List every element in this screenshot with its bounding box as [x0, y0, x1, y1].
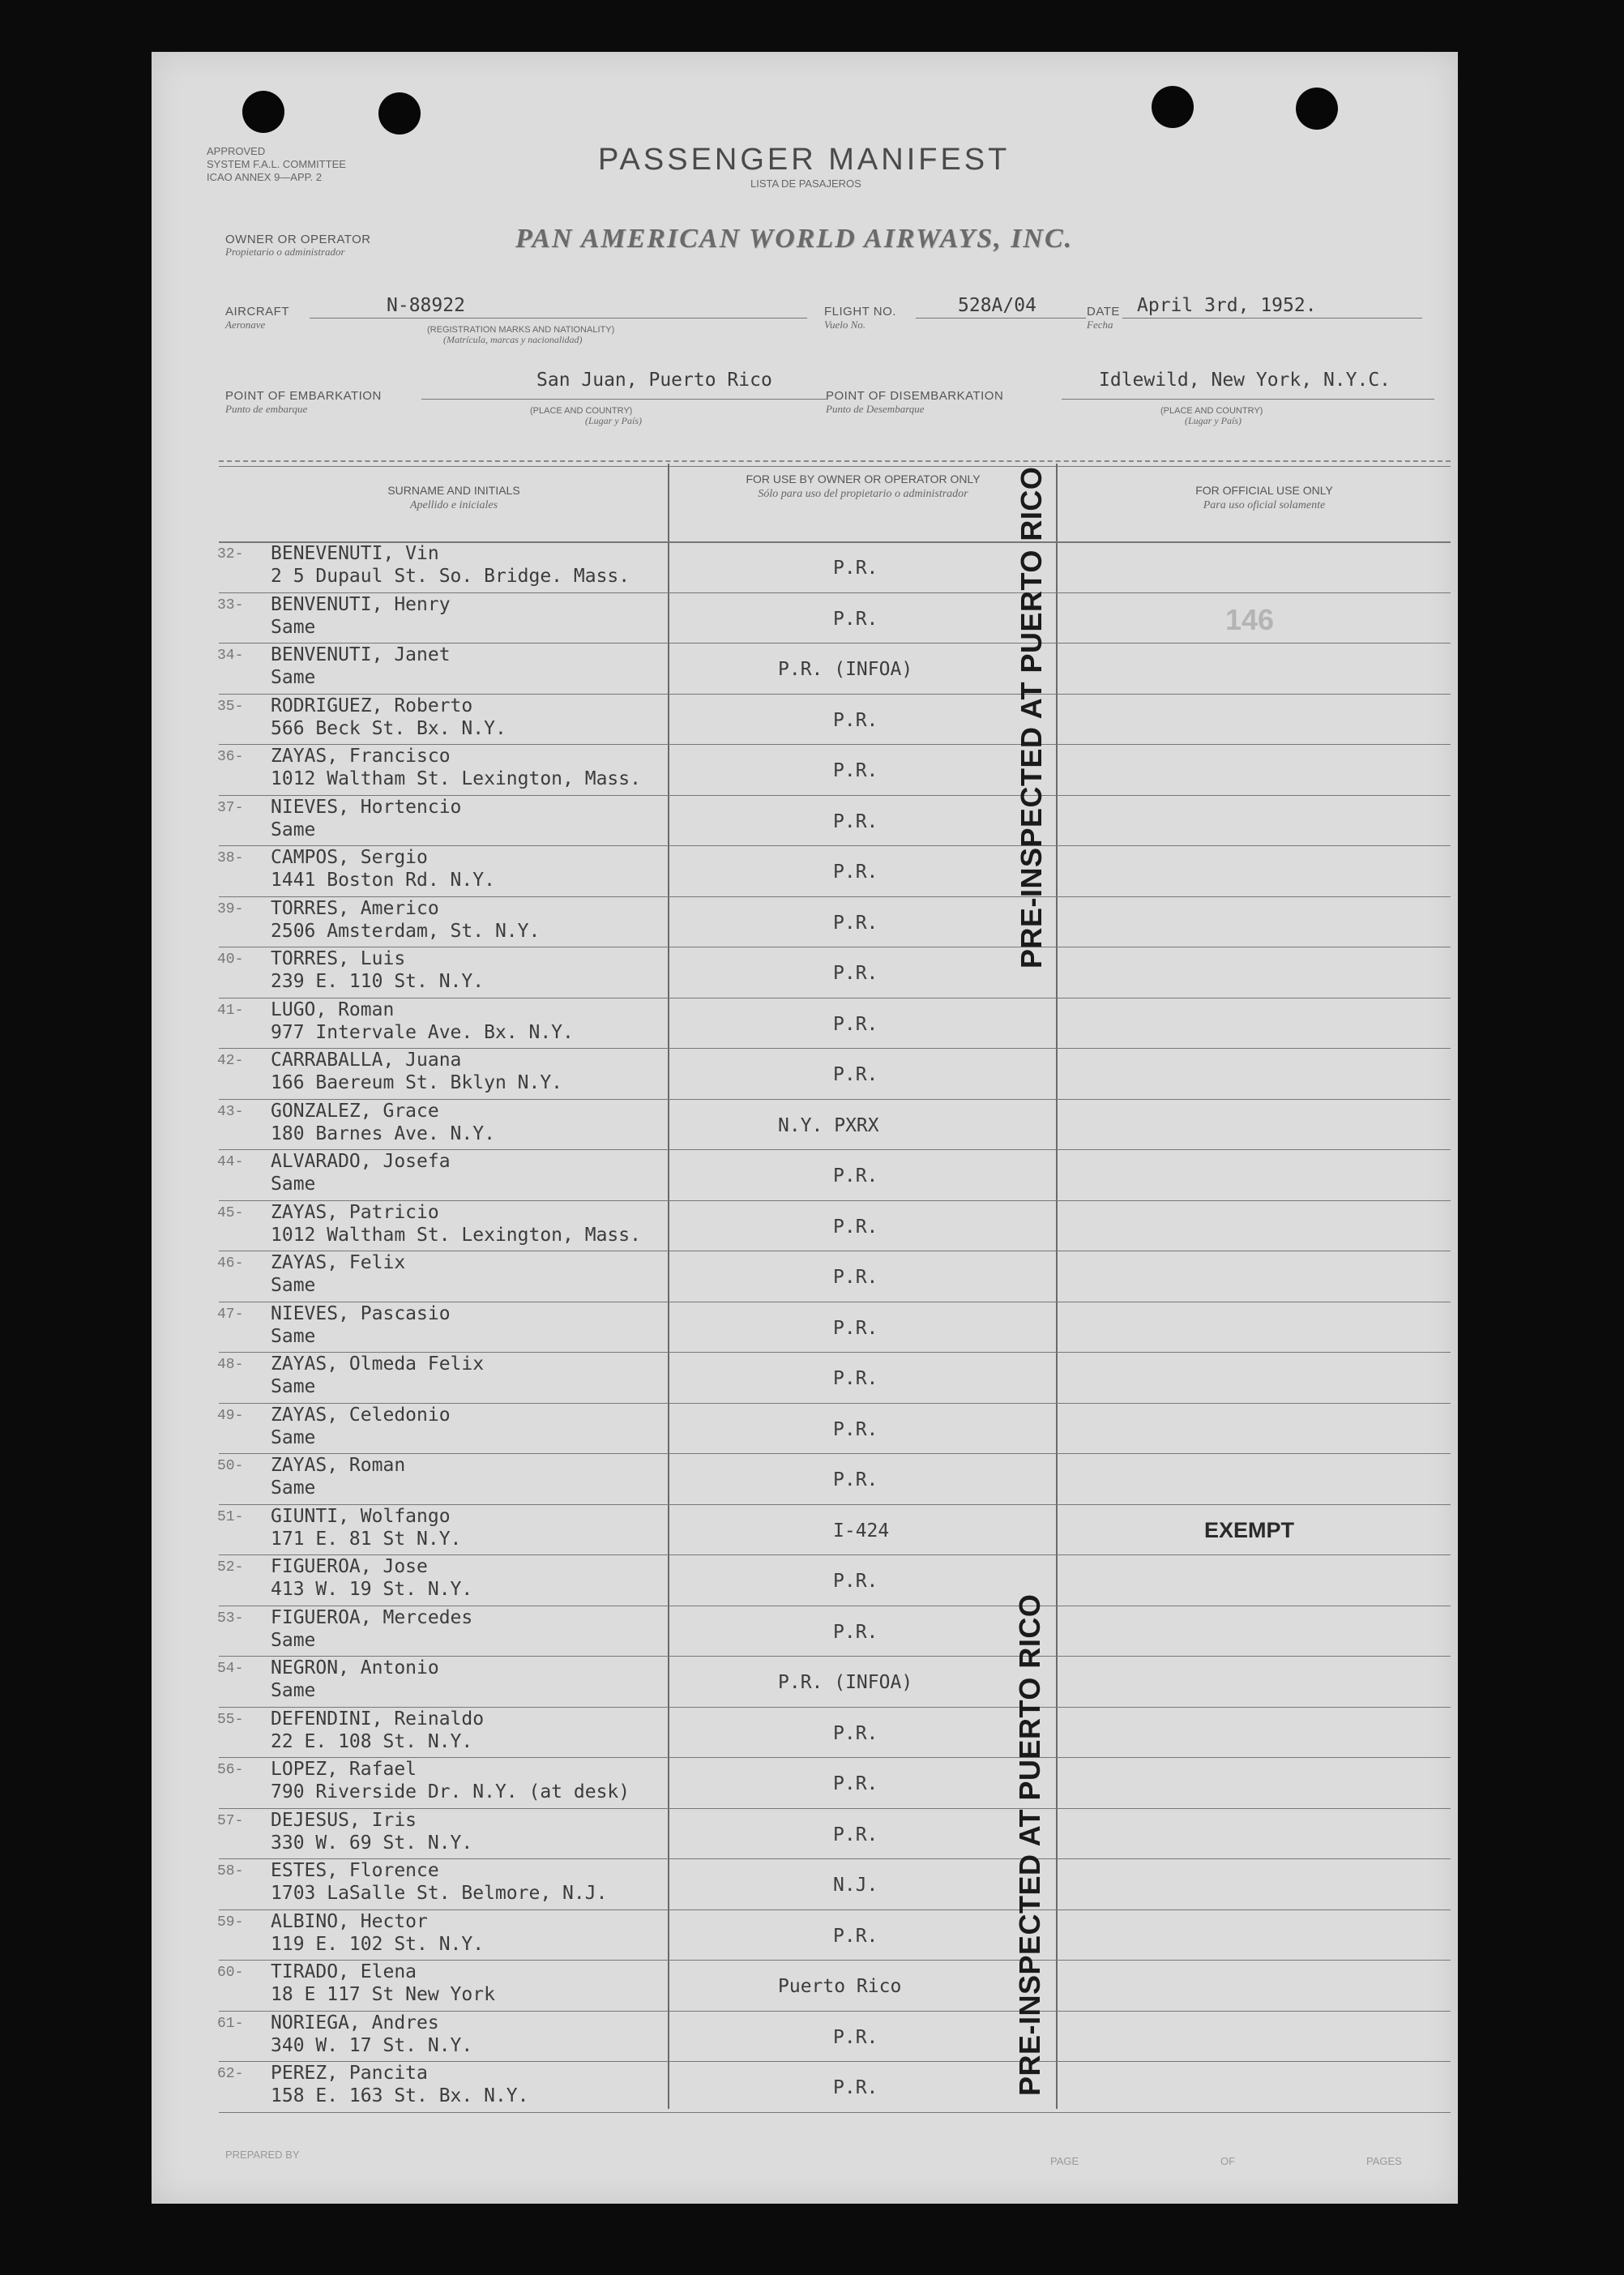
owner-note: P.R. (INFOA) [778, 659, 913, 680]
owner-note: N.Y. PXRX [778, 1115, 879, 1136]
passenger-address: Same [271, 667, 316, 688]
owner-note: P.R. [833, 2077, 878, 2098]
owner-note: P.R. [833, 1267, 878, 1288]
disembarkation-value: Idlewild, New York, N.Y.C. [1099, 370, 1391, 391]
owner-note: P.R. [833, 2027, 878, 2048]
row-rule [219, 1960, 1451, 1961]
passenger-name: LUGO, Roman [271, 999, 395, 1020]
row-rule [219, 1858, 1451, 1859]
passenger-name: GIUNTI, Wolfango [271, 1506, 451, 1527]
row-number: 49- [217, 1408, 244, 1424]
row-rule [219, 1808, 1451, 1809]
passenger-name: ZAYAS, Roman [271, 1455, 406, 1476]
owner-note: P.R. [833, 1723, 878, 1744]
approval-line: APPROVED [207, 145, 266, 157]
owner-note: P.R. [833, 1165, 878, 1187]
owner-note: P.R. [833, 760, 878, 781]
passenger-name: FIGUEROA, Jose [271, 1556, 428, 1577]
passenger-name: TORRES, Luis [271, 948, 406, 969]
column-divider [668, 464, 669, 2109]
passenger-address: 119 E. 102 St. N.Y. [271, 1934, 485, 1955]
passenger-name: DEJESUS, Iris [271, 1810, 417, 1831]
owner-note: N.J. [833, 1875, 878, 1896]
row-number: 36- [217, 749, 244, 765]
date-sublabel: Fecha [1087, 319, 1113, 331]
row-number: 62- [217, 2066, 244, 2082]
flight-underline [916, 318, 1086, 319]
owner-note: P.R. [833, 1926, 878, 1947]
passenger-name: ZAYAS, Francisco [271, 746, 451, 767]
row-number: 33- [217, 597, 244, 614]
passenger-name: NIEVES, Pascasio [271, 1303, 451, 1324]
passenger-address: 1441 Boston Rd. N.Y. [271, 870, 495, 891]
owner-note: P.R. [833, 1773, 878, 1794]
passenger-address: Same [271, 1326, 316, 1347]
passenger-name: ZAYAS, Felix [271, 1252, 406, 1273]
col-head-name: SURNAME AND INITIALS Apellido e iniciales [387, 484, 520, 511]
row-rule [219, 592, 1451, 593]
row-number: 55- [217, 1712, 244, 1728]
passenger-address: Same [271, 1376, 316, 1397]
row-rule [219, 1453, 1451, 1454]
disembark-place-label: (PLACE AND COUNTRY) [1160, 406, 1263, 416]
row-number: 43- [217, 1104, 244, 1120]
passenger-name: ALBINO, Hector [271, 1911, 428, 1932]
passenger-address: 18 E 117 St New York [271, 1984, 495, 2005]
row-rule [219, 1048, 1451, 1049]
embark-place-sublabel: (Lugar y País) [585, 415, 642, 426]
passenger-address: 413 W. 19 St. N.Y. [271, 1579, 473, 1600]
passenger-name: CARRABALLA, Juana [271, 1050, 462, 1071]
approval-line: SYSTEM F.A.L. COMMITTEE [207, 158, 346, 170]
date-underline [1122, 318, 1422, 319]
passenger-name: BENVENUTI, Janet [271, 644, 451, 665]
passenger-name: BENVENUTI, Henry [271, 594, 451, 615]
passenger-name: PEREZ, Pancita [271, 2063, 428, 2084]
owner-note: P.R. [833, 862, 878, 883]
passenger-name: ALVARADO, Josefa [271, 1151, 451, 1172]
row-number: 34- [217, 648, 244, 664]
column-divider [1056, 464, 1058, 2109]
table-top-rule [219, 460, 1451, 462]
binder-hole [242, 91, 284, 133]
row-number: 35- [217, 699, 244, 715]
passenger-name: ZAYAS, Olmeda Felix [271, 1353, 485, 1375]
row-number: 61- [217, 2016, 244, 2032]
embarkation-sublabel: Punto de embarque [225, 403, 308, 415]
passenger-address: 2506 Amsterdam, St. N.Y. [271, 921, 541, 942]
disembarkation-label: POINT OF DISEMBARKATION [826, 389, 1004, 403]
row-rule [219, 896, 1451, 897]
passenger-address: 566 Beck St. Bx. N.Y. [271, 718, 506, 739]
date-value: April 3rd, 1952. [1137, 295, 1317, 316]
owner-note: P.R. [833, 1419, 878, 1440]
row-number: 41- [217, 1003, 244, 1019]
row-number: 44- [217, 1154, 244, 1170]
row-number: 53- [217, 1610, 244, 1627]
passenger-name: RODRIGUEZ, Roberto [271, 695, 473, 716]
passenger-address: 22 E. 108 St. N.Y. [271, 1731, 473, 1752]
footer-pages: PAGES [1366, 2155, 1402, 2167]
passenger-address: Same [271, 1630, 316, 1651]
row-number: 48- [217, 1357, 244, 1373]
passenger-name: TORRES, Americo [271, 898, 439, 919]
aircraft-value: N-88922 [387, 295, 465, 316]
row-number: 60- [217, 1965, 244, 1981]
disembarkation-underline [1062, 399, 1434, 400]
passenger-name: CAMPOS, Sergio [271, 847, 428, 868]
binder-hole [1152, 86, 1194, 128]
owner-note: P.R. [833, 1469, 878, 1490]
owner-note: P.R. [833, 1368, 878, 1389]
passenger-address: 1012 Waltham St. Lexington, Mass. [271, 768, 641, 789]
passenger-address: Same [271, 1275, 316, 1296]
row-rule [219, 1099, 1451, 1100]
flight-value: 528A/04 [958, 295, 1036, 316]
exempt-stamp: EXEMPT [1204, 1518, 1295, 1542]
passenger-name: BENEVENUTI, Vin [271, 543, 439, 564]
passenger-name: TIRADO, Elena [271, 1961, 417, 1982]
page-subtitle: LISTA DE PASAJEROS [750, 177, 861, 190]
row-rule [219, 1200, 1451, 1201]
footer-prepared: PREPARED BY [225, 2149, 300, 2161]
row-number: 37- [217, 800, 244, 816]
passenger-address: 2 5 Dupaul St. So. Bridge. Mass. [271, 566, 630, 587]
passenger-address: 158 E. 163 St. Bx. N.Y. [271, 2085, 529, 2106]
embarkation-value: San Juan, Puerto Rico [536, 370, 772, 391]
disembarkation-sublabel: Punto de Desembarque [826, 403, 925, 415]
passenger-name: NORIEGA, Andres [271, 2012, 439, 2033]
operator-company: PAN AMERICAN WORLD AIRWAYS, INC. [515, 224, 1074, 254]
row-rule [219, 1149, 1451, 1150]
col-head-official: FOR OFFICIAL USE ONLY Para uso oficial solamente [1195, 484, 1333, 511]
passenger-address: 239 E. 110 St. N.Y. [271, 971, 485, 992]
flight-sublabel: Vuelo No. [824, 319, 866, 331]
row-rule [219, 694, 1451, 695]
aircraft-label: AIRCRAFT [225, 305, 289, 319]
owner-note: P.R. [833, 558, 878, 579]
row-rule [219, 744, 1451, 745]
row-number: 47- [217, 1306, 244, 1323]
embarkation-underline [421, 399, 827, 400]
row-number: 38- [217, 850, 244, 866]
embark-place-label: (PLACE AND COUNTRY) [530, 406, 633, 416]
row-number: 39- [217, 901, 244, 917]
passenger-address: 166 Baereum St. Bklyn N.Y. [271, 1072, 563, 1093]
row-number: 59- [217, 1914, 244, 1931]
approval-line: ICAO ANNEX 9—APP. 2 [207, 171, 323, 183]
owner-note: Puerto Rico [778, 1976, 902, 1997]
owner-note: P.R. [833, 1622, 878, 1643]
passenger-address: 180 Barnes Ave. N.Y. [271, 1123, 495, 1144]
passenger-name: DEFENDINI, Reinaldo [271, 1708, 485, 1730]
owner-note: P.R. (INFOA) [778, 1672, 913, 1693]
owner-note: P.R. [833, 1824, 878, 1845]
row-rule [219, 1352, 1451, 1353]
passenger-address: Same [271, 819, 316, 840]
date-label: DATE [1087, 305, 1120, 319]
owner-note: P.R. [833, 1318, 878, 1339]
page-title: PASSENGER MANIFEST [598, 143, 1011, 177]
owner-note: P.R. [833, 963, 878, 984]
passenger-address: Same [271, 1174, 316, 1195]
owner-note: P.R. [833, 1571, 878, 1592]
passenger-address: 330 W. 69 St. N.Y. [271, 1832, 473, 1854]
row-number: 54- [217, 1661, 244, 1677]
passenger-address: 977 Intervale Ave. Bx. N.Y. [271, 1022, 574, 1043]
row-rule [219, 2112, 1451, 2113]
row-rule [219, 998, 1451, 999]
row-number: 32- [217, 546, 244, 562]
aircraft-underline [310, 318, 807, 319]
embarkation-label: POINT OF EMBARKATION [225, 389, 382, 403]
row-number: 56- [217, 1762, 244, 1778]
row-rule [219, 2061, 1451, 2062]
owner-sublabel: Propietario o administrador [225, 246, 345, 258]
disembark-place-sublabel: (Lugar y País) [1185, 415, 1242, 426]
passenger-address: 1012 Waltham St. Lexington, Mass. [271, 1225, 641, 1246]
passenger-name: NEGRON, Antonio [271, 1657, 439, 1678]
row-rule [219, 643, 1451, 644]
row-number: 45- [217, 1205, 244, 1221]
passenger-name: ZAYAS, Celedonio [271, 1405, 451, 1426]
passenger-name: NIEVES, Hortencio [271, 797, 462, 818]
passenger-name: LOPEZ, Rafael [271, 1759, 417, 1780]
col-head-owner: FOR USE BY OWNER OR OPERATOR ONLY Sólo para uso del propietario o administrador [746, 473, 981, 500]
row-rule [219, 845, 1451, 846]
row-rule [219, 1707, 1451, 1708]
passenger-address: Same [271, 1680, 316, 1701]
passenger-name: FIGUEROA, Mercedes [271, 1607, 473, 1628]
passenger-name: ESTES, Florence [271, 1860, 439, 1881]
passenger-address: 790 Riverside Dr. N.Y. (at desk) [271, 1781, 630, 1802]
passenger-address: 1703 LaSalle St. Belmore, N.J. [271, 1883, 608, 1904]
row-rule [219, 1554, 1451, 1555]
row-number: 52- [217, 1559, 244, 1576]
passenger-address: 340 W. 17 St. N.Y. [271, 2035, 473, 2056]
faint-page-number: 146 [1225, 603, 1275, 636]
owner-note: P.R. [833, 1064, 878, 1085]
passenger-address: Same [271, 1477, 316, 1499]
row-rule [219, 795, 1451, 796]
row-rule [219, 1403, 1451, 1404]
row-number: 50- [217, 1458, 244, 1474]
registration-sublabel: (Matrícula, marcas y nacionalidad) [443, 334, 583, 345]
passenger-address: 171 E. 81 St N.Y. [271, 1529, 462, 1550]
owner-label: OWNER OR OPERATOR [225, 233, 371, 246]
binder-hole [1296, 88, 1338, 130]
owner-note: P.R. [833, 1217, 878, 1238]
owner-note: P.R. [833, 609, 878, 630]
binder-hole [378, 92, 421, 135]
owner-note: P.R. [833, 1014, 878, 1035]
row-number: 42- [217, 1053, 244, 1069]
row-number: 46- [217, 1255, 244, 1272]
row-rule [219, 1909, 1451, 1910]
passenger-address: Same [271, 1427, 316, 1448]
row-rule [219, 2011, 1451, 2012]
passenger-address: Same [271, 617, 316, 638]
pre-inspected-stamp: PRE-INSPECTED AT PUERTO RICO [1013, 1593, 1046, 2096]
pre-inspected-stamp: PRE-INSPECTED AT PUERTO RICO [1015, 466, 1048, 969]
row-number: 40- [217, 951, 244, 968]
footer-of: OF [1220, 2155, 1236, 2167]
row-number: 51- [217, 1509, 244, 1525]
owner-note: I-424 [833, 1520, 890, 1542]
table-top-rule-2 [219, 466, 1451, 467]
footer-page: PAGE [1050, 2155, 1079, 2167]
row-rule [219, 1757, 1451, 1758]
row-number: 57- [217, 1813, 244, 1829]
row-number: 58- [217, 1863, 244, 1879]
flight-label: FLIGHT NO. [824, 305, 896, 319]
owner-note: P.R. [833, 811, 878, 832]
registration-label: (REGISTRATION MARKS AND NATIONALITY) [427, 325, 615, 335]
passenger-name: ZAYAS, Patricio [271, 1202, 439, 1223]
owner-note: P.R. [833, 710, 878, 731]
row-rule [219, 1656, 1451, 1657]
aircraft-sublabel: Aeronave [225, 319, 266, 331]
passenger-name: GONZALEZ, Grace [271, 1101, 439, 1122]
owner-note: P.R. [833, 913, 878, 934]
row-rule [219, 1504, 1451, 1505]
